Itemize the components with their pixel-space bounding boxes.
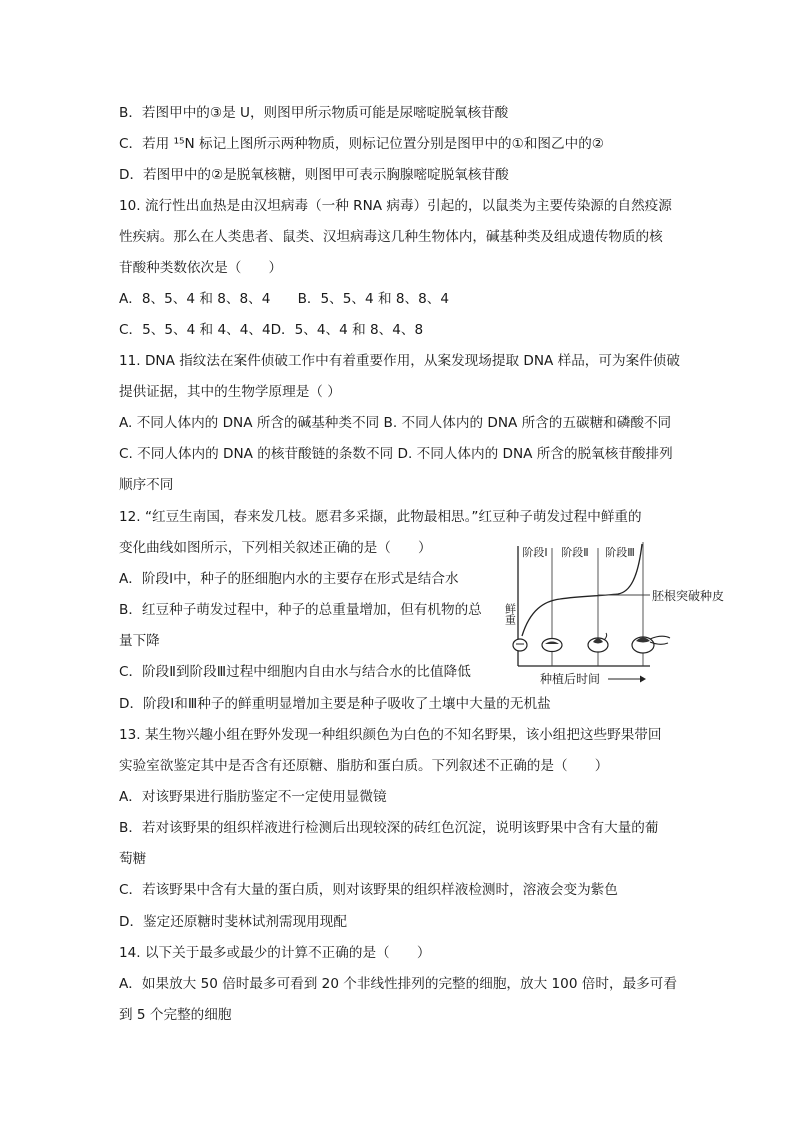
option-11cd: C. 不同人体内的 DNA 的核苷酸链的条数不同 D. 不同人体内的 DNA 所含的脱氧核苷酸排列 [119,446,673,462]
option-11ab: A. 不同人体内的 DNA 所含的碱基种类不同 B. 不同人体内的 DNA 所含的五碳糖和磷酸不同 [119,415,672,431]
stage-label-1: 阶段Ⅰ [522,546,548,559]
question-10-line-2: 性疾病。那么在人类患者、鼠类、汉坦病毒这几种生物体内，碱基种类及组成遗传物质的核 [119,229,663,245]
annotation-label: 胚根突破种皮 [652,589,725,603]
question-14-line-1: 14. 以下关于最多或最少的计算不正确的是（ ） [119,945,431,961]
seed-stage-0 [513,639,527,651]
option-14a-cont: 到 5 个完整的细胞 [119,1007,232,1023]
option-12c: C．阶段Ⅱ到阶段Ⅲ过程中细胞内自由水与结合水的比值降低 [119,664,471,680]
question-11-line-1: 11. DNA 指纹法在案件侦破工作中有着重要作用，从案发现场提取 DNA 样品，可为案件侦破 [119,353,680,369]
question-12-line-1: 12. “红豆生南国，春来发几枝。愿君多采撷，此物最相思。”红豆种子萌发过程中鲜重的 [119,509,642,525]
option-10ab: A．8、5、4 和 8、8、4 B．5、5、4 和 8、8、4 [119,291,450,307]
option-9d: D．若图甲中的②是脱氧核糖，则图甲可表示胸腺嘧啶脱氧核苷酸 [119,167,509,183]
option-13a: A．对该野果进行脂肪鉴定不一定使用显微镜 [119,789,387,805]
option-10cd: C．5、5、4 和 4、4、4D．5、4、4 和 8、4、8 [119,322,424,338]
option-12a: A．阶段Ⅰ中，种子的胚细胞内水的主要存在形式是结合水 [119,571,459,587]
y-axis-label: 鲜重 [503,603,517,625]
question-10-line-1: 10. 流行性出血热是由汉坦病毒（一种 RNA 病毒）引起的，以鼠类为主要传染源的自然疫源 [119,198,672,214]
option-13b: B．若对该野果的组织样液进行检测后出现较深的砖红色沉淀，说明该野果中含有大量的葡 [119,820,659,836]
option-11d-cont: 顺序不同 [119,477,174,493]
question-13-line-2: 实验室欲鉴定其中是否含有还原糖、脂肪和蛋白质。下列叙述不正确的是（ ） [119,758,609,774]
question-13-line-1: 13. 某生物兴趣小组在野外发现一种组织颜色为白色的不知名野果，该小组把这些野果带回 [119,727,662,743]
question-10-line-3: 苷酸种类数依次是（ ） [119,260,283,276]
seed-fresh-weight-figure [500,538,746,688]
option-9b: B．若图甲中的③是 U，则图甲所示物质可能是尿嘧啶脱氧核苷酸 [119,105,509,121]
stage-label-3: 阶段Ⅲ [605,546,635,559]
option-9c: C．若用 ¹⁵N 标记上图所示两种物质，则标记位置分别是图甲中的①和图乙中的② [119,136,604,152]
option-13d: D．鉴定还原糖时斐林试剂需现用现配 [119,914,347,930]
seed-stage-1 [542,639,562,652]
option-13b-cont: 萄糖 [119,851,147,867]
option-12b-cont: 量下降 [119,633,160,649]
option-12d: D．阶段Ⅰ和Ⅲ种子的鲜重明显增加主要是种子吸收了土壤中大量的无机盐 [119,696,551,712]
x-axis-label: 种植后时间 [539,672,601,686]
x-axis-arrowhead [640,676,646,683]
option-12b: B．红豆种子萌发过程中，种子的总重量增加，但有机物的总 [119,602,482,618]
option-14a: A．如果放大 50 倍时最多可看到 20 个非线性排列的完整的细胞，放大 100 倍时，最多可看 [119,976,677,992]
option-13c: C．若该野果中含有大量的蛋白质，则对该野果的组织样液检测时，溶液会变为紫色 [119,882,618,898]
question-11-line-2: 提供证据，其中的生物学原理是（ ） [119,384,341,400]
stage-label-2: 阶段Ⅱ [561,546,589,559]
seed-stage-3 [632,636,670,653]
question-12-line-2: 变化曲线如图所示，下列相关叙述正确的是（ ） [119,540,432,556]
